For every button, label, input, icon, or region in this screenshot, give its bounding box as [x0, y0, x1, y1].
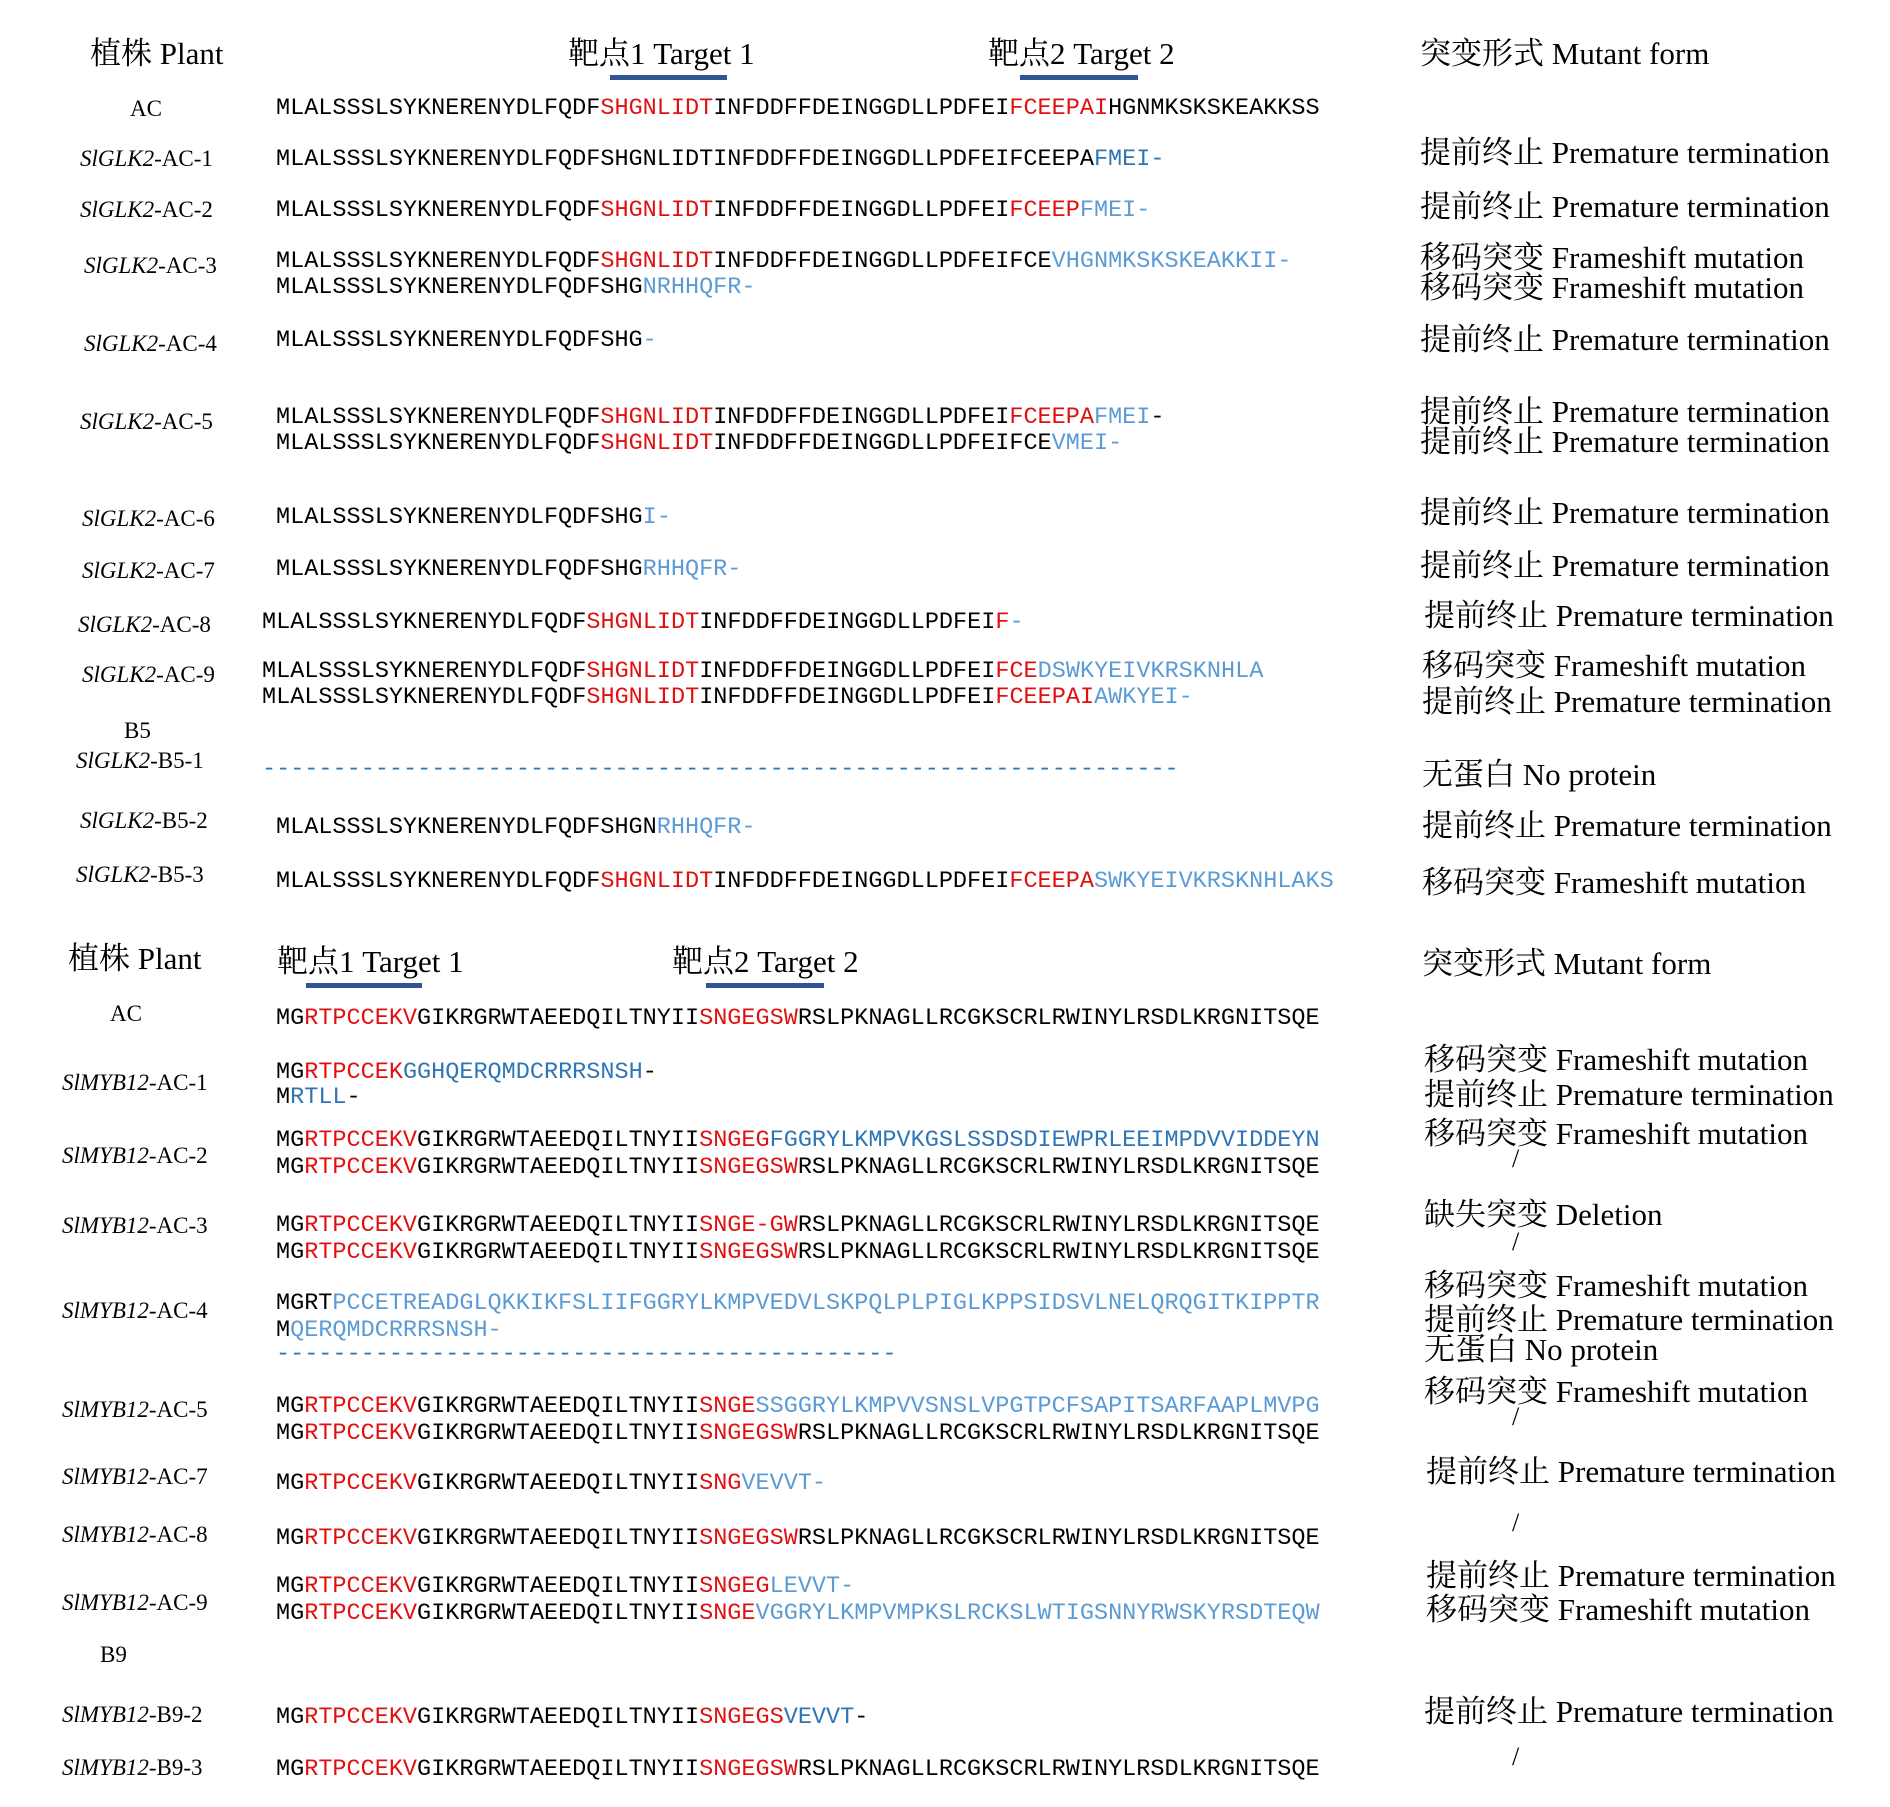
plant-label: [80, 197, 213, 223]
gene-name: SlGLK2: [76, 862, 151, 887]
sequence-segment: SHGNLIDT: [600, 248, 714, 275]
plant-suffix: -AC-8: [152, 612, 211, 637]
sequence-segment: VEVVT-: [741, 1470, 827, 1497]
sequence-segment: MG: [276, 1127, 305, 1154]
sequence-segment: GIKRGRWTAEEDQILTNYII: [417, 1420, 700, 1447]
sequence-segment: RSLPKNAGLLRCGKSCRLRWINYLRSDLKRGNITSQE: [797, 1154, 1320, 1181]
sequence-line: [276, 1341, 897, 1368]
plant-suffix: -AC-2: [154, 197, 213, 222]
sequence-segment: RSLPKNAGLLRCGKSCRLRWINYLRSDLKRGNITSQE: [797, 1525, 1320, 1552]
no-change-mark: /: [1512, 1742, 1520, 1771]
sequence-segment: SNGEGSW: [699, 1756, 798, 1783]
sequence-segment: MG: [276, 1005, 305, 1032]
plant-label: [84, 331, 217, 357]
sequence-segment: FCEEPAI: [1009, 95, 1109, 122]
sequence-line: [276, 1704, 868, 1731]
mutation-type: 提前终止 Premature termination: [1422, 684, 1832, 719]
sequence-line: [276, 95, 1320, 122]
sequence-segment: SHGNLIDT: [600, 430, 714, 457]
sequence-segment: VHGNMKSKSKEAKKII-: [1051, 248, 1292, 275]
sequence-segment: M: [276, 1084, 291, 1111]
sequence-segment: RTPCCEKV: [304, 1704, 418, 1731]
sequence-line: [276, 1525, 1320, 1552]
sequence-line: [276, 1470, 826, 1497]
gene-name: SlGLK2: [82, 558, 157, 583]
sequence-segment: RTPCCEKV: [304, 1239, 418, 1266]
sequence-segment: -: [1150, 404, 1165, 431]
sequence-segment: AWKYEI-: [1094, 684, 1193, 711]
mutation-type: 提前终止 Premature termination: [1420, 322, 1830, 357]
sequence-segment: SSGGRYLKMPVVSNSLVPGTPCFSAPITSARFAAPLMVPG: [755, 1393, 1320, 1420]
plant-label: [62, 1590, 208, 1616]
sequence-segment: MLALSSSLSYKNERENYDLFQDF: [276, 197, 601, 224]
plant-label: [62, 1213, 208, 1239]
gene-name: SlGLK2: [78, 612, 153, 637]
plant-label: [76, 748, 204, 774]
sequence-segment: DSWKYEIVKRSKNHLA: [1037, 658, 1264, 685]
plant-suffix: -AC-5: [154, 409, 213, 434]
plant-suffix: -AC-1: [148, 1070, 208, 1095]
gene-name: SlMYB12: [62, 1464, 149, 1489]
gene-name: SlMYB12: [62, 1755, 149, 1780]
sequence-segment: RTPCCEKV: [304, 1420, 418, 1447]
sequence-segment: SNGE-GW: [699, 1212, 798, 1239]
sequence-segment: LEVVT-: [769, 1573, 855, 1600]
mutation-type: 移码突变 Frameshift mutation: [1426, 1592, 1811, 1627]
sequence-line: [276, 1290, 1320, 1317]
sequence-segment: SHGNLIDT: [600, 404, 714, 431]
sequence-segment: MLALSSSLSYKNERENYDLFQDF: [262, 684, 587, 711]
sequence-line: [276, 814, 755, 841]
sequence-line: [276, 1154, 1320, 1181]
sequence-line: [276, 248, 1291, 275]
mutation-type: 提前终止 Premature termination: [1424, 598, 1834, 633]
plant-label: [82, 506, 215, 532]
sequence-line: [276, 1084, 361, 1111]
mutation-type: 提前终止 Premature termination: [1426, 1558, 1836, 1593]
sequence-segment: SNGEG: [699, 1127, 770, 1154]
sequence-segment: GIKRGRWTAEEDQILTNYII: [417, 1393, 700, 1420]
sequence-segment: MG: [276, 1470, 305, 1497]
mutation-type: 提前终止 Premature termination: [1420, 548, 1830, 583]
sequence-segment: INFDDFFDEINGGDLLPDFEI: [713, 868, 1010, 895]
sequence-segment: MLALSSSLSYKNERENYDLFQDFSHGN: [276, 814, 657, 841]
sequence-segment: MG: [276, 1420, 305, 1447]
sequence-segment: SNGEGSW: [699, 1005, 798, 1032]
sequence-segment: GIKRGRWTAEEDQILTNYII: [417, 1756, 700, 1783]
sequence-segment: MLALSSSLSYKNERENYDLFQDF: [276, 430, 601, 457]
mutation-type: 提前终止 Premature termination: [1420, 495, 1830, 530]
sequence-segment: RSLPKNAGLLRCGKSCRLRWINYLRSDLKRGNITSQE: [797, 1420, 1320, 1447]
gene-name: SlGLK2: [82, 662, 157, 687]
plant-suffix: -AC-8: [148, 1522, 208, 1547]
target1-underline-2: [306, 983, 422, 988]
sequence-segment: SNGEGSW: [699, 1420, 798, 1447]
mutation-type: 移码突变 Frameshift mutation: [1424, 1042, 1809, 1077]
sequence-segment: MLALSSSLSYKNERENYDLFQDFSHG: [276, 504, 643, 531]
sequence-segment: MG: [276, 1756, 305, 1783]
sequence-segment: I-: [642, 504, 671, 531]
plant-suffix: B9: [100, 1642, 127, 1667]
sequence-line: [276, 1756, 1320, 1783]
plant-label: [62, 1070, 208, 1096]
sequence-segment: SNGEGS: [699, 1704, 784, 1731]
plant-label: [84, 253, 217, 279]
sequence-line: [276, 146, 1164, 173]
mutation-type: 提前终止 Premature termination: [1426, 1454, 1836, 1489]
plant-label: [62, 1702, 203, 1728]
gene-name: SlGLK2: [80, 146, 155, 171]
sequence-line: [276, 1317, 502, 1344]
mutation-type: 提前终止 Premature termination: [1424, 1302, 1834, 1337]
sequence-segment: RTPCCEKV: [304, 1212, 418, 1239]
sequence-segment: RHHQFR-: [642, 556, 742, 583]
sequence-line: [276, 1239, 1320, 1266]
sequence-segment: RTPCCEKV: [304, 1470, 418, 1497]
sequence-segment: RSLPKNAGLLRCGKSCRLRWINYLRSDLKRGNITSQE: [797, 1239, 1320, 1266]
plant-header-2: 植株 Plant: [68, 941, 202, 976]
sequence-segment: SHGNLIDT: [586, 684, 700, 711]
sequence-segment: SHGNLIDT: [600, 95, 714, 122]
sequence-segment: F: [995, 609, 1010, 636]
sequence-segment: MLALSSSLSYKNERENYDLFQDFSHG: [276, 327, 643, 354]
sequence-segment: FCEEP: [1009, 197, 1080, 224]
sequence-segment: MLALSSSLSYKNERENYDLFQDF: [276, 868, 601, 895]
sequence-segment: FCEEPA: [1009, 868, 1094, 895]
plant-label: [110, 1001, 142, 1027]
sequence-line: [276, 556, 741, 583]
sequence-segment: GIKRGRWTAEEDQILTNYII: [417, 1600, 700, 1627]
sequence-segment: NRHHQFR-: [642, 274, 756, 301]
sequence-segment: SNGEGSW: [699, 1154, 798, 1181]
plant-suffix: AC: [130, 96, 162, 121]
sequence-segment: MLALSSSLSYKNERENYDLFQDF: [262, 658, 587, 685]
mutant-form-header-1: 突变形式 Mutant form: [1420, 36, 1710, 71]
sequence-line: [276, 1600, 1320, 1627]
sequence-line: [276, 197, 1150, 224]
plant-label: [82, 558, 215, 584]
sequence-segment: -: [854, 1704, 869, 1731]
sequence-segment: SHGNLIDT: [600, 197, 714, 224]
mutation-type: 提前终止 Premature termination: [1424, 1077, 1834, 1112]
sequence-segment: RTPCCEKV: [304, 1005, 418, 1032]
plant-label: [62, 1397, 208, 1423]
gene-name: SlMYB12: [62, 1298, 149, 1323]
sequence-segment: -: [1009, 609, 1024, 636]
sequence-segment: GIKRGRWTAEEDQILTNYII: [417, 1573, 700, 1600]
plant-label: [78, 612, 211, 638]
sequence-segment: RTPCCEKV: [304, 1154, 418, 1181]
sequence-line: [262, 609, 1024, 636]
sequence-segment: GIKRGRWTAEEDQILTNYII: [417, 1127, 700, 1154]
sequence-segment: INFDDFFDEINGGDLLPDFEI: [713, 95, 1010, 122]
sequence-line: [276, 868, 1334, 895]
sequence-segment: INFDDFFDEINGGDLLPDFEIFCE: [713, 248, 1052, 275]
sequence-line: [276, 327, 657, 354]
mutation-type: 移码突变 Frameshift mutation: [1424, 1268, 1809, 1303]
sequence-line: [262, 756, 1179, 783]
sequence-segment: MG: [276, 1704, 305, 1731]
sequence-segment: -: [346, 1084, 361, 1111]
no-change-mark: /: [1512, 1227, 1520, 1256]
sequence-segment: MLALSSSLSYKNERENYDLFQDF: [276, 404, 601, 431]
sequence-segment: MG: [276, 1393, 305, 1420]
sequence-segment: HGNMKSKSKEAKKSS: [1108, 95, 1320, 122]
target1-header-2: 靶点1 Target 1: [277, 944, 464, 979]
sequence-segment: SNGEG: [699, 1573, 770, 1600]
target1-underline-1: [610, 75, 727, 80]
sequence-line: [276, 1127, 1320, 1154]
sequence-segment: -: [642, 327, 657, 354]
plant-suffix: -AC-7: [156, 558, 215, 583]
plant-suffix: -AC-4: [148, 1298, 208, 1323]
mutation-type: 移码突变 Frameshift mutation: [1420, 270, 1805, 305]
sequence-segment: MLALSSSLSYKNERENYDLFQDFSHG: [276, 274, 643, 301]
plant-suffix: -B5-2: [154, 808, 208, 833]
sequence-line: [276, 1212, 1320, 1239]
sequence-segment: MG: [276, 1059, 305, 1086]
plant-label: [62, 1755, 203, 1781]
gene-name: SlMYB12: [62, 1590, 149, 1615]
sequence-segment: GGHQERQMDCRRRSNSH: [402, 1059, 643, 1086]
gene-name: SlMYB12: [62, 1702, 149, 1727]
sequence-segment: MGRT: [276, 1290, 333, 1317]
mutation-type: 移码突变 Frameshift mutation: [1422, 648, 1807, 683]
mutation-type: 提前终止 Premature termination: [1420, 135, 1830, 170]
plant-suffix: -AC-9: [156, 662, 215, 687]
sequence-segment: PCCETREADGLQKKIKFSLIIFGGRYLKMPVEDVLSKPQLPLPIGLKPPSIDSVLNELQRQGITKIPPTR: [332, 1290, 1320, 1317]
sequence-line: [262, 658, 1263, 685]
mutation-type: 提前终止 Premature termination: [1420, 424, 1830, 459]
plant-label: [62, 1143, 208, 1169]
sequence-segment: FCE: [995, 658, 1038, 685]
sequence-line: [262, 684, 1193, 711]
sequence-segment: GIKRGRWTAEEDQILTNYII: [417, 1005, 700, 1032]
sequence-segment: --------------------------------------------: [276, 1341, 897, 1368]
sequence-segment: MG: [276, 1212, 305, 1239]
sequence-segment: SHGNLIDT: [586, 609, 700, 636]
sequence-segment: MG: [276, 1600, 305, 1627]
sequence-segment: GIKRGRWTAEEDQILTNYII: [417, 1239, 700, 1266]
gene-name: SlMYB12: [62, 1397, 149, 1422]
no-change-mark: /: [1512, 1144, 1520, 1173]
sequence-line: [276, 1059, 657, 1086]
gene-name: SlMYB12: [62, 1070, 149, 1095]
sequence-segment: VEVVT: [783, 1704, 855, 1731]
sequence-segment: MLALSSSLSYKNERENYDLFQDFSHGNLIDTINFDDFFDEINGGDLLPDFEIFCEEPA: [276, 146, 1094, 173]
plant-label: [124, 718, 151, 744]
plant-suffix: B5: [124, 718, 151, 743]
gene-name: SlGLK2: [84, 253, 159, 278]
sequence-line: [276, 1393, 1320, 1420]
mutation-type: 缺失突变 Deletion: [1424, 1197, 1663, 1232]
target2-header-1: 靶点2 Target 2: [988, 36, 1175, 71]
gene-name: SlMYB12: [62, 1213, 149, 1238]
sequence-segment: RTPCCEKV: [304, 1600, 418, 1627]
plant-suffix: -AC-3: [148, 1213, 208, 1238]
plant-label: [130, 96, 162, 122]
sequence-segment: GIKRGRWTAEEDQILTNYII: [417, 1704, 700, 1731]
plant-suffix: -B5-3: [150, 862, 204, 887]
sequence-segment: FMEI-: [1079, 197, 1151, 224]
sequence-segment: -: [642, 1059, 657, 1086]
sequence-segment: SNGEGSW: [699, 1525, 798, 1552]
sequence-segment: RSLPKNAGLLRCGKSCRLRWINYLRSDLKRGNITSQE: [797, 1005, 1320, 1032]
plant-suffix: -AC-4: [158, 331, 217, 356]
sequence-segment: INFDDFFDEINGGDLLPDFEI: [699, 609, 996, 636]
target2-underline-1: [1020, 75, 1138, 80]
sequence-segment: INFDDFFDEINGGDLLPDFEI: [699, 658, 996, 685]
sequence-segment: RTPCCEKV: [304, 1393, 418, 1420]
plant-label: [62, 1298, 208, 1324]
plant-suffix: -AC-1: [154, 146, 213, 171]
sequence-segment: GIKRGRWTAEEDQILTNYII: [417, 1212, 700, 1239]
sequence-segment: MLALSSSLSYKNERENYDLFQDFSHG: [276, 556, 643, 583]
sequence-segment: MG: [276, 1239, 305, 1266]
plant-label: [80, 409, 213, 435]
plant-suffix: -B9-2: [148, 1702, 203, 1727]
mutation-type: 移码突变 Frameshift mutation: [1424, 1116, 1809, 1151]
mutation-type: 提前终止 Premature termination: [1424, 1694, 1834, 1729]
plant-suffix: -AC-6: [156, 506, 215, 531]
sequence-segment: RTPCCEKV: [304, 1127, 418, 1154]
gene-name: SlGLK2: [80, 197, 155, 222]
mutation-type: 移码突变 Frameshift mutation: [1420, 240, 1805, 275]
sequence-segment: SNGE: [699, 1393, 756, 1420]
plant-suffix: -AC-7: [148, 1464, 208, 1489]
sequence-line: [276, 1420, 1320, 1447]
plant-label: [82, 662, 215, 688]
sequence-segment: MG: [276, 1573, 305, 1600]
plant-label: [80, 146, 213, 172]
sequence-segment: FCEEPA: [1009, 404, 1094, 431]
sequence-line: [276, 1573, 854, 1600]
sequence-segment: VGGRYLKMPVMPKSLRCKSLWTIGSNNYRWSKYRSDTEQW: [755, 1600, 1320, 1627]
sequence-segment: RTPCCEKV: [304, 1756, 418, 1783]
gene-name: SlGLK2: [82, 506, 157, 531]
sequence-segment: -----------------------------------------------------------------: [262, 756, 1179, 783]
sequence-segment: MG: [276, 1525, 305, 1552]
sequence-segment: RHHQFR-: [656, 814, 756, 841]
sequence-segment: SWKYEIVKRSKNHLAKS: [1093, 868, 1334, 895]
gene-name: SlGLK2: [80, 808, 155, 833]
sequence-line: [276, 404, 1165, 431]
gene-name: SlGLK2: [80, 409, 155, 434]
gene-name: SlGLK2: [76, 748, 151, 773]
sequence-segment: M: [276, 1317, 291, 1344]
gene-name: SlMYB12: [62, 1143, 149, 1168]
sequence-segment: FMEI: [1093, 404, 1151, 431]
plant-suffix: -AC-3: [158, 253, 217, 278]
sequence-segment: RTLL: [290, 1084, 347, 1111]
plant-suffix: AC: [110, 1001, 142, 1026]
sequence-segment: INFDDFFDEINGGDLLPDFEI: [699, 684, 996, 711]
mutation-type: 无蛋白 No protein: [1424, 1332, 1659, 1367]
sequence-segment: INFDDFFDEINGGDLLPDFEIFCE: [713, 430, 1052, 457]
sequence-segment: SHGNLIDT: [586, 658, 700, 685]
target2-underline-2: [706, 983, 824, 988]
plant-suffix: -AC-5: [148, 1397, 208, 1422]
sequence-segment: SNGE: [699, 1600, 756, 1627]
target2-header-2: 靶点2 Target 2: [672, 944, 859, 979]
sequence-line: [276, 430, 1122, 457]
gene-name: SlGLK2: [84, 331, 159, 356]
sequence-segment: QERQMDCRRRSNSH-: [290, 1317, 502, 1344]
sequence-segment: GIKRGRWTAEEDQILTNYII: [417, 1470, 700, 1497]
sequence-segment: RTPCCEKV: [304, 1525, 418, 1552]
sequence-segment: GIKRGRWTAEEDQILTNYII: [417, 1525, 700, 1552]
sequence-segment: RTPCCEK: [304, 1059, 403, 1086]
sequence-line: [276, 504, 671, 531]
target1-header-1: 靶点1 Target 1: [568, 36, 755, 71]
mutation-type: 提前终止 Premature termination: [1420, 189, 1830, 224]
plant-label: [100, 1642, 127, 1668]
plant-label: [62, 1522, 208, 1548]
sequence-line: [276, 1005, 1320, 1032]
no-change-mark: /: [1512, 1508, 1520, 1537]
mutation-type: 无蛋白 No protein: [1422, 757, 1657, 792]
plant-suffix: -AC-2: [148, 1143, 208, 1168]
sequence-segment: MLALSSSLSYKNERENYDLFQDF: [276, 248, 601, 275]
sequence-segment: SNG: [699, 1470, 742, 1497]
sequence-segment: RSLPKNAGLLRCGKSCRLRWINYLRSDLKRGNITSQE: [797, 1756, 1320, 1783]
no-change-mark: /: [1512, 1402, 1520, 1431]
sequence-segment: RTPCCEKV: [304, 1573, 418, 1600]
sequence-segment: SHGNLIDT: [600, 868, 714, 895]
mutant-form-header-2: 突变形式 Mutant form: [1422, 946, 1712, 981]
plant-header-1: 植株 Plant: [90, 36, 224, 71]
sequence-segment: GIKRGRWTAEEDQILTNYII: [417, 1154, 700, 1181]
sequence-segment: FGGRYLKMPVKGSLSSDSDIEWPRLEEIMPDVVIDDEYN: [769, 1127, 1320, 1154]
mutation-type: 移码突变 Frameshift mutation: [1424, 1374, 1809, 1409]
plant-suffix: -B9-3: [148, 1755, 203, 1780]
plant-label: [80, 808, 208, 834]
sequence-segment: INFDDFFDEINGGDLLPDFEI: [713, 197, 1010, 224]
plant-suffix: -AC-9: [148, 1590, 208, 1615]
sequence-segment: SNGEGSW: [699, 1239, 798, 1266]
sequence-segment: FMEI-: [1093, 146, 1165, 173]
sequence-segment: INFDDFFDEINGGDLLPDFEI: [713, 404, 1010, 431]
gene-name: SlMYB12: [62, 1522, 149, 1547]
plant-label: [62, 1464, 208, 1490]
sequence-segment: MG: [276, 1154, 305, 1181]
mutation-type: 提前终止 Premature termination: [1422, 808, 1832, 843]
plant-label: [76, 862, 204, 888]
sequence-segment: FCEEPAI: [995, 684, 1095, 711]
sequence-segment: MLALSSSLSYKNERENYDLFQDF: [262, 609, 587, 636]
mutation-type: 移码突变 Frameshift mutation: [1422, 865, 1807, 900]
sequence-line: [276, 274, 756, 301]
plant-suffix: -B5-1: [150, 748, 204, 773]
sequence-segment: VMEI-: [1051, 430, 1123, 457]
sequence-segment: MLALSSSLSYKNERENYDLFQDF: [276, 95, 601, 122]
mutation-type: 提前终止 Premature termination: [1420, 394, 1830, 429]
sequence-segment: RSLPKNAGLLRCGKSCRLRWINYLRSDLKRGNITSQE: [797, 1212, 1320, 1239]
